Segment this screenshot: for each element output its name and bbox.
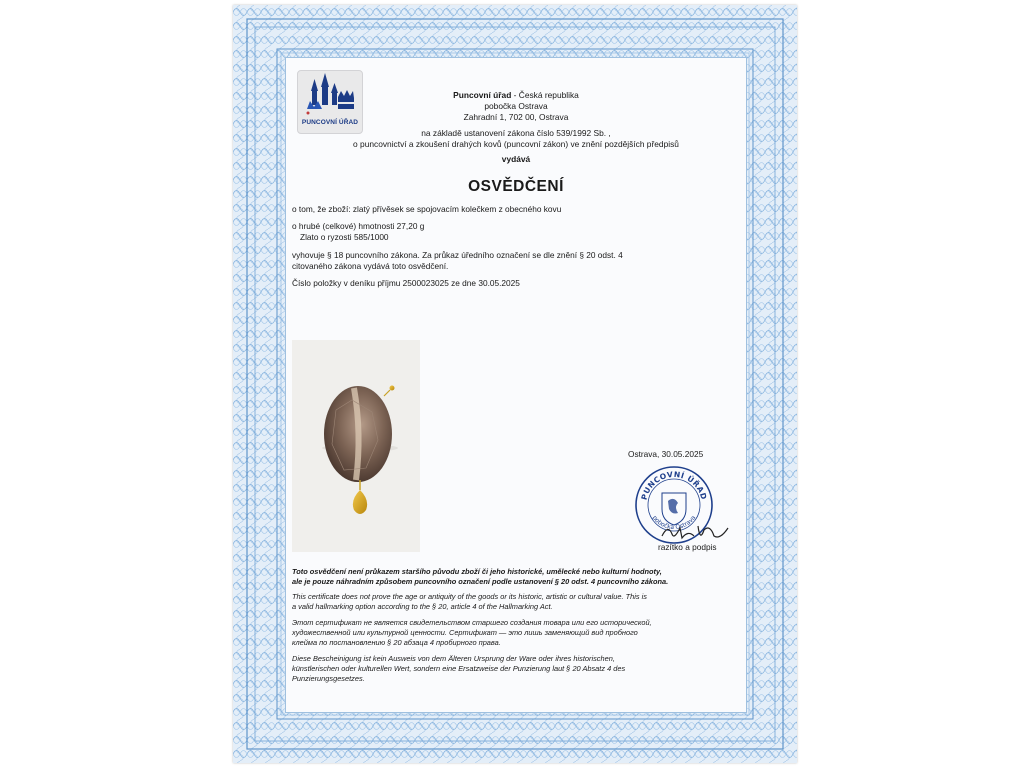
office-branch: pobočka Ostrava <box>484 101 548 111</box>
disclaimer-en-2: a valid hallmarking option according to the § 20, article 4 of the Hallmarking Act. <box>292 602 553 611</box>
disclaimer-en-1: This certificate does not prove the age or antiquity of the goods or its historic, artistic or cultural value. This is <box>292 592 647 601</box>
pendant-photo <box>292 340 420 552</box>
compliance-line-1: vyhovuje § 18 puncovního zákona. Za průkaz úředního označení se dle znění § 20 odst. 4 <box>292 250 623 260</box>
gross-weight: o hrubé (celkové) hmotnosti 27,20 g <box>292 221 425 231</box>
disclaimer-ru-2: художественной или культурной ценности. Сертификат — это лишь заменяющий вид пробного <box>292 628 638 637</box>
office-address: Zahradní 1, 702 00, Ostrava <box>463 112 569 122</box>
legal-basis-line-2: o puncovnictví a zkoušení drahých kovů (puncovní zákon) ve znění pozdějších předpisů <box>353 139 679 149</box>
office-country: - Česká republika <box>511 90 579 100</box>
place-and-date: Ostrava, 30.05.2025 <box>628 449 704 459</box>
record-number: Číslo položky v deníku příjmu 2500023025 ze dne 30.05.2025 <box>292 278 520 288</box>
office-header-line <box>306 90 726 101</box>
pendant-image <box>292 340 420 552</box>
legal-basis-line-1: na základě ustanovení zákona číslo 539/1992 Sb. , <box>421 128 611 138</box>
disclaimer-de-2: künstlerischen oder kulturellen Wert, sondern eine Ersatzweise der Punzierung laut § 20 Absatz 4 des <box>292 664 626 673</box>
issues-label: vydává <box>501 154 531 164</box>
disclaimer-cz-2: ale je pouze náhradním způsobem puncovního označení podle ustanovení § 20 odst. 4 puncovního zákona. <box>292 577 669 586</box>
stamp-bottom-text: pobočka Ostrava <box>650 514 698 532</box>
disclaimer-de-1: Diese Bescheinigung ist kein Ausweis von dem Älteren Ursprung der Ware oder ihres historischen, <box>292 654 615 663</box>
stamp-signature-label: razítko a podpis <box>658 542 717 552</box>
disclaimer-ru-1: Этот сертификат не является свидетельством старшего создания товара или его исторической, <box>292 618 652 627</box>
certificate-sheet <box>233 5 797 763</box>
compliance-line-2: citovaného zákona vydává toto osvědčení. <box>292 261 449 271</box>
stamp-top-text: PUNCOVNÍ ÚŘAD <box>639 469 709 501</box>
certificate-content <box>285 57 747 713</box>
gold-fineness: Zlato o ryzosti 585/1000 <box>300 232 389 242</box>
handwritten-signature <box>658 520 738 544</box>
disclaimer-cz-1: Toto osvědčení není průkazem staršího původu zboží či jeho historické, umělecké nebo kulturní hodnoty, <box>292 567 662 576</box>
certificate-title: OSVĚDČENÍ <box>468 178 564 195</box>
disclaimer-ru-3: клейма по постановлению § 20 абзаца 4 пробирного права. <box>292 638 501 647</box>
disclaimer-de-3: Punzierungsgesetzes. <box>292 674 365 683</box>
office-name: Puncovní úřad <box>453 90 512 100</box>
goods-description: o tom, že zboží: zlatý přívěsek se spojovacím kolečkem z obecného kovu <box>292 204 562 214</box>
logo-text: PUNCOVNÍ ÚŘAD <box>301 119 359 126</box>
